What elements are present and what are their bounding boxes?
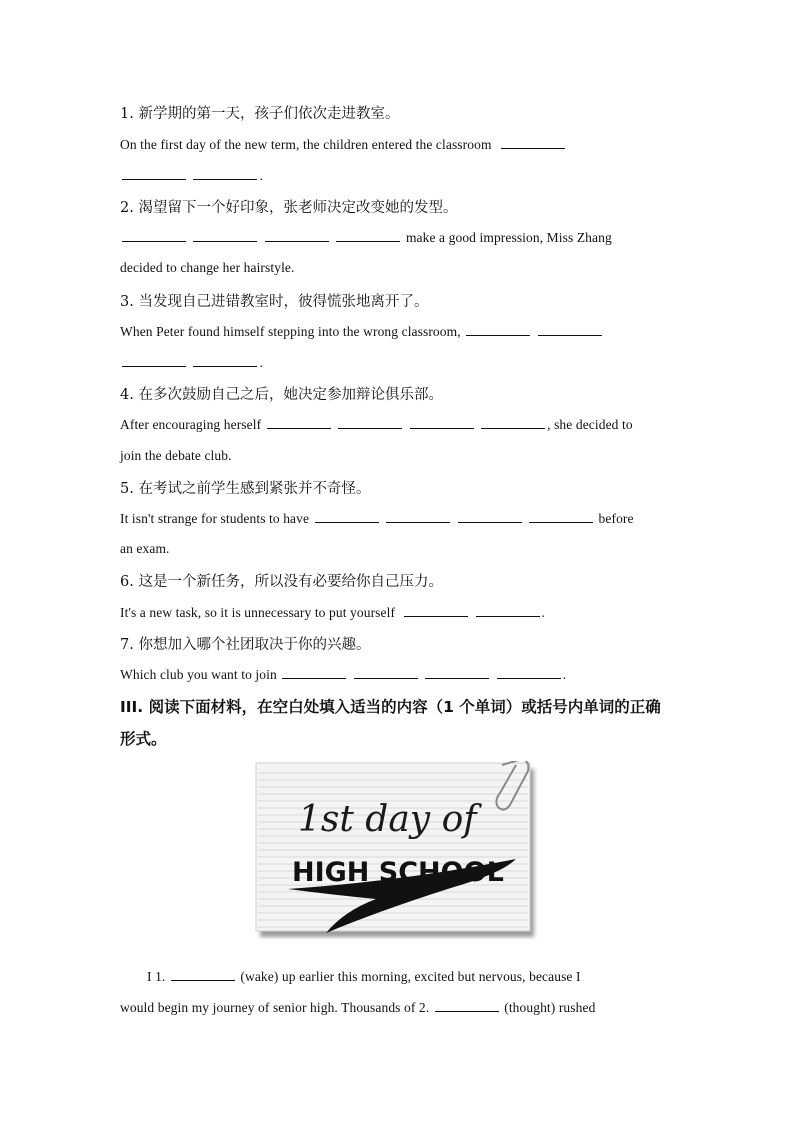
answer-blank[interactable]: [282, 666, 346, 679]
item-6-english-line1: It's a new task, so it is unnecessary to put yourself .: [120, 605, 545, 620]
item-7-chinese: 7. 你想加入哪个社团取决于你的兴趣。: [120, 637, 371, 653]
answer-blank[interactable]: [193, 354, 257, 367]
answer-blank[interactable]: [435, 999, 499, 1012]
item-4-chinese: 4. 在多次鼓励自己之后，她决定参加辩论俱乐部。: [120, 387, 443, 403]
card-script-text: 1st day of: [298, 799, 477, 840]
passage-line1: I 1. (wake) up earlier this morning, excited but nervous, because I: [147, 969, 581, 984]
answer-blank[interactable]: [265, 229, 329, 242]
answer-blank[interactable]: [122, 167, 186, 180]
answer-blank[interactable]: [338, 416, 402, 429]
item-1-english-line1: On the first day of the new term, the children entered the classroom: [120, 136, 656, 153]
answer-blank[interactable]: [193, 229, 257, 242]
answer-blank[interactable]: [171, 968, 235, 981]
answer-blank[interactable]: [458, 510, 522, 523]
item-3-english-line2: .: [120, 354, 656, 371]
item-3-chinese: 3. 当发现自己进错教室时，彼得慌张地离开了。: [120, 294, 429, 310]
answer-blank[interactable]: [386, 510, 450, 523]
item-2-chinese: 2. 渴望留下一个好印象，张老师决定改变她的发型。: [120, 200, 458, 216]
item-2-english-line1: make a good impression, Miss Zhang: [120, 229, 656, 246]
item-7-english-line1: Which club you want to join .: [120, 667, 567, 682]
answer-blank[interactable]: [193, 167, 257, 180]
section-heading-line2: 形式。: [120, 730, 167, 748]
answer-blank[interactable]: [425, 666, 489, 679]
answer-blank[interactable]: [404, 604, 468, 617]
answer-blank[interactable]: [497, 666, 561, 679]
answer-blank[interactable]: [315, 510, 379, 523]
item-1-chinese: 1. 新学期的第一天，孩子们依次走进教室。: [120, 106, 400, 122]
high-school-card-image: [254, 761, 538, 939]
answer-blank[interactable]: [466, 323, 530, 336]
item-4-english-line2: join the debate club.: [120, 448, 232, 463]
item-3-english-line1: When Peter found himself stepping into the wrong classroom,: [120, 323, 656, 340]
answer-blank[interactable]: [501, 136, 565, 149]
item-5-english-line1: It isn't strange for students to have before: [120, 511, 634, 526]
answer-blank[interactable]: [538, 323, 602, 336]
answer-blank[interactable]: [122, 354, 186, 367]
passage-line2: would begin my journey of senior high. Thousands of 2. (thought) rushed: [120, 1000, 596, 1015]
answer-blank[interactable]: [336, 229, 400, 242]
answer-blank[interactable]: [267, 416, 331, 429]
item-5-english-line2: an exam.: [120, 541, 170, 556]
answer-blank[interactable]: [354, 666, 418, 679]
item-6-chinese: 6. 这是一个新任务，所以没有必要给你自己压力。: [120, 574, 443, 590]
item-4-english-line1: After encouraging herself , she decided to: [120, 417, 633, 432]
item-2-english-line2: decided to change her hairstyle.: [120, 260, 295, 275]
answer-blank[interactable]: [476, 604, 540, 617]
item-1-english-line2: .: [120, 167, 656, 184]
card-block-text: HIGH SCHOOL: [292, 857, 504, 888]
answer-blank[interactable]: [410, 416, 474, 429]
answer-blank[interactable]: [481, 416, 545, 429]
section-heading: III. 阅读下面材料，在空白处填入适当的内容（1 个单词）或括号内单词的正确: [120, 698, 661, 716]
answer-blank[interactable]: [529, 510, 593, 523]
answer-blank[interactable]: [122, 229, 186, 242]
item-5-chinese: 5. 在考试之前学生感到紧张并不奇怪。: [120, 481, 371, 497]
